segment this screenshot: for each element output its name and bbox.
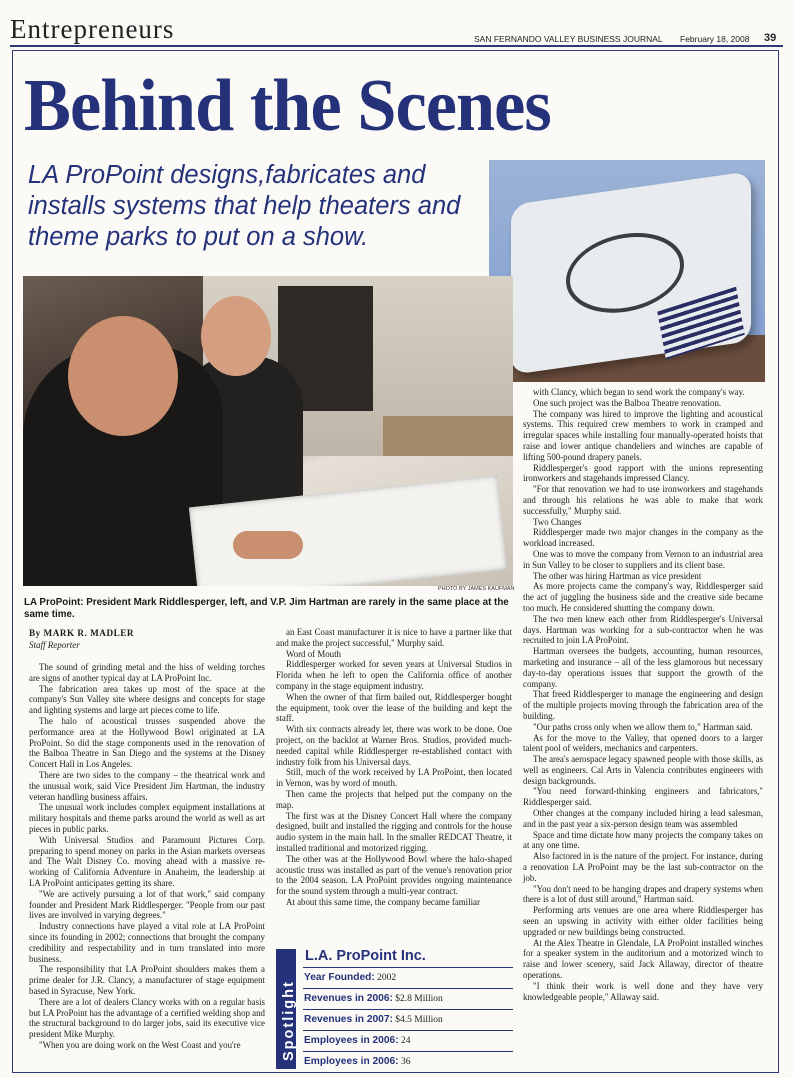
paragraph: The fabrication area takes up most of the space at the company's Sun Valley site where designs and concepts for stage and lighting systems and large art pieces come to life. <box>29 683 265 716</box>
paragraph: Riddlesperger's good rapport with the unions representing ironworkers and stagehands impressed Clancy. <box>523 462 763 484</box>
paragraph: Riddlesperger made two major changes in the company as the workload increased. <box>523 527 763 549</box>
paragraph: with Clancy, which began to send work the company's way. <box>533 387 745 397</box>
photo-credit: PHOTO BY JAMES KAUFMAN <box>438 586 515 592</box>
paragraph: Then came the projects that helped put the company on the map. <box>276 788 512 810</box>
paragraph: "I think their work is well done and they have very knowledgeable people," Allaway said. <box>523 980 763 1002</box>
publication-name: SAN FERNANDO VALLEY BUSINESS JOURNAL <box>474 34 663 44</box>
deck: LA ProPoint designs,fabricates and installs systems that help theaters and theme parks to put on a show. <box>28 161 461 251</box>
paragraph: Riddlesperger worked for seven years at Universal Studios in Florida when he left to open the California office of another company in the stage equipment industry. <box>276 659 512 691</box>
paragraph: The area's aerospace legacy spawned people with those skills, as well as engineers. Cal Arts in Valencia contributes engineers with design backgrounds. <box>523 754 763 786</box>
paragraph: The company was hired to improve the lighting and acoustical systems. This required crew members to work in cramped and irregular spaces while installing four manually-operated hoists that raise and lower antique chandeliers and winches are capable of lifting 500-pound drapery panels. <box>523 408 763 462</box>
paragraph: As more projects came the company's way, Riddlesperger said the act of juggling the business side and the creative side became too much. He considered shutting the company down. <box>523 581 763 613</box>
article-column-2 <box>276 627 512 908</box>
paragraph: "For that renovation we had to use ironworkers and stagehands and through his relations he was able to make that work successfully," Murphy said. <box>523 484 763 516</box>
paragraph: At the Alex Theatre in Glendale, LA ProPoint installed winches for a speaker system in the auditorium and a motorized winch to raise and lower scenery, said Jack Allaway, director of theatre operations. <box>523 937 763 981</box>
paragraph: Hartman oversees the budgets, accounting, human resources, marketing and insurance – all of the less glamorous but necessary day-to-day operations issues that support the growth of the company. <box>523 646 763 689</box>
paragraph: "Our paths cross only when we allow them to," Hartman said. <box>533 721 753 732</box>
byline-role: Staff Reporter <box>29 640 80 650</box>
paragraph: At about this same time, the company became familiar <box>286 896 480 907</box>
company-sign <box>511 171 751 375</box>
paragraph: That freed Riddlesperger to manage the engineering and design of the multiple projects moving through the fabrication area of the building. <box>523 689 763 721</box>
hartman-head <box>201 296 271 376</box>
paragraph: There are a lot of dealers Clancy works with on a regular basis but LA ProPoint has the advantage of a certified welding shop and the structural background to do larger jobs, said its executive vice president Mike Murphy. <box>29 996 265 1040</box>
photo-caption: LA ProPoint: President Mark Riddlesperger, left, and V.P. Jim Hartman are rarely in the same place at the same time. <box>24 597 509 620</box>
paragraph: Also factored in is the nature of the project. For instance, during a renovation LA ProPoint may be the last sub-contractor on the job. <box>523 851 763 883</box>
paragraph: One such project was the Balboa Theatre renovation. <box>533 397 722 408</box>
paragraph: an East Coast manufacturer it is nice to have a partner like that and make the project successful," Murphy said. <box>276 627 512 648</box>
spotlight-label: Spotlight <box>281 980 297 1061</box>
fact-row: Employees in 2006: 36 <box>303 1051 513 1072</box>
paragraph: Other changes at the company included hiring a lead salesman, and in the past year a six-person design team was assembled <box>523 808 763 829</box>
paragraph: The unusual work includes complex equipment installations at military hospitals and theme parks around the world as well as art pieces in public parks. <box>29 802 265 834</box>
paragraph: One was to move the company from Vernon to an industrial area in Sun Valley to be closer to suppliers and its client base. <box>523 548 763 570</box>
paragraph: The other was hiring Hartman as vice president <box>533 570 702 581</box>
paragraph: The sound of grinding metal and the hiss of welding torches are signs of another typical day at LA ProPoint Inc. <box>29 662 265 683</box>
executives-photo <box>23 276 513 586</box>
paragraph: The other was at the Hollywood Bowl where the halo-shaped acoustic truss was installed as part of the venue's renovation prior to the 2004 season. LA ProPoint provides ongoing maintenance for the sound system through a multi-year contract. <box>276 853 512 897</box>
paragraph: Performing arts venues are one area where Riddlesperger has seen an upswing in activity with either older facilities being upgraded or new buildings being constructed. <box>523 905 763 937</box>
section-title: Entrepreneurs <box>10 14 175 44</box>
byline: By MARK R. MADLER <box>29 628 134 638</box>
paragraph: Industry connections have played a vital role at LA ProPoint since its founding in 2002; connections that brought the company credibility and respectability and in turn translated into more business. <box>29 921 265 964</box>
desk <box>383 416 513 456</box>
paragraph: Word of Mouth <box>286 648 341 659</box>
paragraph: When the owner of that firm bailed out, Riddlesperger bought the equipment, took over the lease of the building and kept the staff. <box>276 691 512 724</box>
paragraph: The first was at the Disney Concert Hall where the company designed, built and installed the rigging and controls for the house audio system in the main hall. In the smaller REDCAT Theatre, it installed traditional and motorized rigging. <box>276 810 512 853</box>
spotlight-facts <box>303 967 513 1072</box>
headline: Behind the Scenes <box>24 65 551 147</box>
article-column-1 <box>29 662 265 1051</box>
fact-row: Revenues in 2006: $2.8 Million <box>303 988 513 1009</box>
paragraph: The two men knew each other from Riddlesperger's Universal days. Hartman was working for a sub-contractor when he was recruited to join LA ProPoint. <box>523 613 763 646</box>
spotlight-company: L.A. ProPoint Inc. <box>305 948 426 964</box>
paragraph: Still, much of the work received by LA ProPoint, then located in Vernon, was by word of mouth. <box>276 767 512 789</box>
issue-date: February 18, 2008 <box>680 34 750 44</box>
paragraph: With six contracts already let, there was work to be done. One project, on the backlot at Warner Bros. Studios, provided much-needed capital while Riddlesperger re-established contact with industry folk from his Universal days. <box>276 724 512 767</box>
paragraph: The halo of acoustical trusses suspended above the performance area at the Hollywood Bowl originated at LA ProPoint. So did the stage components used in the renovation of the Balboa Theatre in San Diego and the systems at the Disney Concert Hall in Los Angeles. <box>29 715 265 770</box>
riddlesperger-head <box>68 316 178 436</box>
fact-row: Employees in 2006: 24 <box>303 1030 513 1051</box>
fact-row: Revenues in 2007: $4.5 Million <box>303 1009 513 1030</box>
paragraph: As for the move to the Valley, that opened doors to a larger talent pool of welders, mechanics and carpenters. <box>523 732 763 754</box>
hand <box>233 531 303 559</box>
paragraph: "We are actively pursuing a lot of that work," said company founder and President Mark Riddlesperger. "People from our past lives are involved in varying degrees." <box>29 888 265 921</box>
header-rule <box>10 45 783 47</box>
paragraph: "You don't need to be hanging drapes and drapery systems when there is a lot of dust still around," Hartman said. <box>523 883 763 905</box>
propoint-logo <box>566 226 684 321</box>
signage-photo <box>489 160 765 382</box>
paragraph: There are two sides to the company – the theatrical work and the unusual work, said Vice President Jim Hartman, the industry veteran handling business affairs. <box>29 769 265 802</box>
paragraph: "You need forward-thinking engineers and fabricators," Riddlesperger said. <box>523 786 763 808</box>
paragraph: "When you are doing work on the West Coast and you're <box>39 1039 241 1050</box>
paragraph: With Universal Studios and Paramount Pictures Corp. preparing to spend money on parks in the Asian markets overseas and The Walt Disney Co. moving ahead with a massive re-working of California Adventure in Anaheim, the leadership at LA ProPoint anticipates getting its share. <box>29 834 265 888</box>
paragraph: Space and time dictate how many projects the company takes on at any one time. <box>523 829 763 851</box>
paragraph: The responsibility that LA ProPoint shoulders makes them a prime dealer for J.R. Clancy, a manufacturer of stage equipment based in Syracuse, New York. <box>29 964 265 996</box>
paragraph: Two Changes <box>533 516 582 527</box>
page-number: 39 <box>764 32 777 44</box>
article-column-3 <box>523 387 763 1002</box>
fact-row: Year Founded: 2002 <box>303 967 513 988</box>
